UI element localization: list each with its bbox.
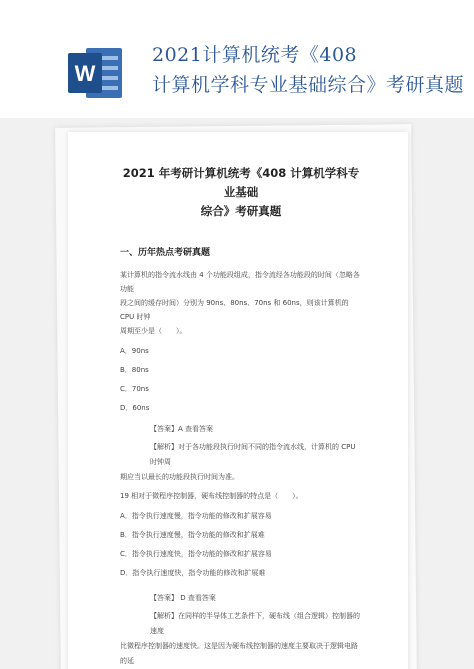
option-b: B．80ns	[120, 366, 149, 374]
option-a: A．90ns	[120, 347, 149, 355]
explanation-2	[120, 609, 362, 669]
word-document-icon	[66, 44, 126, 102]
option-a: A．指令执行速度慢，指令功能的修改和扩展容易	[120, 512, 272, 520]
banner-title-line-2: 计算机学科专业基础综合》考研真题	[152, 74, 465, 96]
explanation-1-line: 【解析】对于各功能段执行时间不同的指令流水线，计算机的 CPU 时钟周	[150, 443, 356, 466]
doc-title-line-2: 综合》考研真题	[200, 204, 282, 218]
banner-title-line-1: 2021计算机统考《408	[152, 44, 358, 66]
svg-text:W: W	[74, 61, 96, 86]
question-1	[120, 268, 362, 338]
explanation-1-line: 期应当以最长的功能段执行时间为准。	[120, 473, 239, 481]
doc-title-line-1: 2021 年考研计算机统考《408 计算机学科专业基础	[122, 166, 360, 199]
explanation-1	[120, 440, 362, 485]
answer-2: 【答案】 D 查看答案	[150, 594, 216, 602]
answer-1: 【答案】A 查看答案	[150, 425, 214, 433]
document-preview-area	[0, 118, 474, 669]
explanation-2-line: 【解析】在同样的半导体工艺条件下，硬布线（组合逻辑）控制器的速度	[150, 612, 360, 635]
option-c: C．指令执行速度快，指令功能的修改和扩展容易	[120, 550, 272, 558]
option-d: D．指令执行速度快，指令功能的修改和扩展难	[120, 569, 266, 577]
explanation-2-line: 比微程序控制器的速度快。这是因为硬布线控制器的速度主要取决于逻辑电路的延	[120, 642, 358, 665]
question-2: 19 相对于微程序控制器，硬布线控制器的特点是（ ）。	[120, 492, 303, 500]
question-1-line: 段之间的缓存时间）分别为 90ns、80ns、70ns 和 60ns，则该计算机的 CPU 时钟	[120, 299, 349, 321]
option-b: B．指令执行速度慢，指令功能的修改和扩展难	[120, 531, 265, 539]
document-page	[68, 132, 408, 669]
doc-title	[120, 164, 362, 221]
option-c: C．70ns	[120, 385, 149, 393]
preview-header	[0, 0, 474, 118]
question-1-line: 某计算机的指令流水线由 4 个功能段组成，指令流经各功能段的时间（忽略各功能	[120, 271, 360, 293]
option-d: D．60ns	[120, 404, 150, 412]
section-heading: 一、历年热点考研真题	[120, 248, 211, 258]
question-1-line: 周期至少是（ ）。	[120, 327, 187, 335]
document-title-banner	[152, 40, 472, 100]
